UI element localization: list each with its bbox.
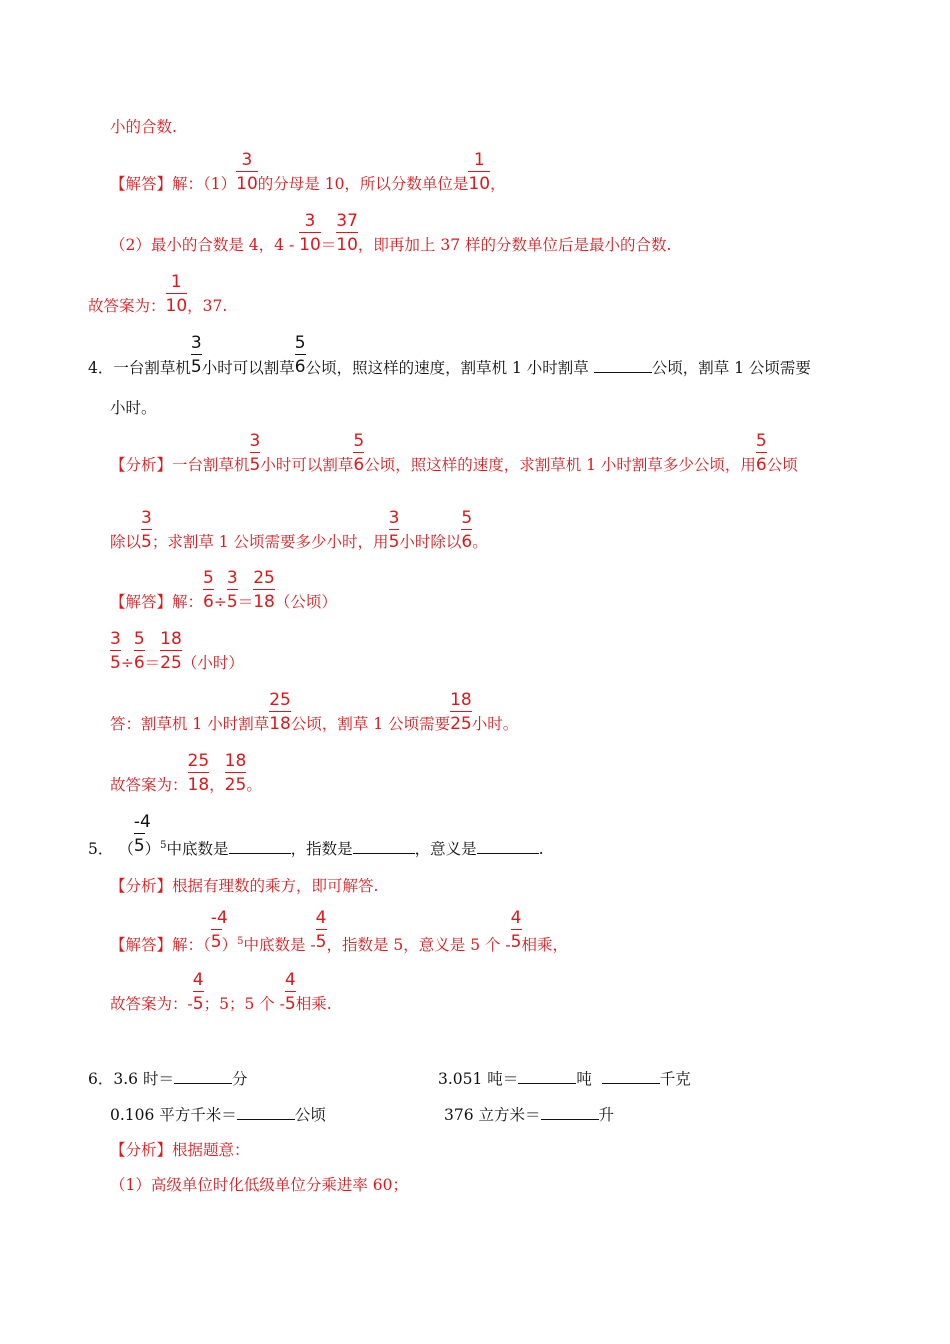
text: 公顷 — [766, 456, 798, 474]
fraction: $\frac{3}{5}$ — [388, 508, 400, 552]
text: ，意义是 — [414, 840, 477, 859]
question-4 — [88, 333, 811, 378]
text: 小时可以割草 — [201, 359, 295, 377]
text: （2）最小的合数是 4，4 - — [110, 236, 295, 254]
period: 。 — [246, 776, 262, 794]
solution-text — [110, 117, 177, 137]
exponent: 5 — [160, 840, 167, 851]
analysis-tag: 【分析】 — [110, 456, 173, 474]
answer-blank[interactable] — [237, 1104, 295, 1120]
text: 吨 — [576, 1070, 592, 1088]
text: 公顷，割草 1 公顷需要 — [651, 359, 811, 377]
fraction: $\frac{25}{18}$ — [187, 751, 210, 795]
text: 解：（ — [172, 936, 211, 955]
text: 小时。 — [110, 399, 157, 417]
question-number: 4． — [88, 359, 114, 377]
text: ，即再加上 37 样的分数单位后是最小的合数. — [357, 236, 672, 254]
fraction: $\frac{1}{10}$ — [165, 272, 188, 316]
text: 3.6 时＝ — [113, 1070, 174, 1088]
text: 。 — [472, 533, 488, 551]
analysis-line — [110, 508, 488, 552]
analysis-line — [110, 876, 378, 896]
answer-blank[interactable] — [353, 838, 415, 854]
fraction: $\frac{4}{5}$ — [510, 908, 522, 952]
answer-line — [110, 751, 262, 795]
fraction: $\frac{-4}{5}$ — [210, 908, 228, 952]
comma: ， — [209, 776, 225, 794]
fraction: $\frac{3}{10}$ — [299, 211, 321, 255]
text: 答：割草机 1 小时割草 — [110, 715, 270, 733]
answer-blank[interactable] — [541, 1104, 599, 1120]
text: 一台割草机 — [172, 456, 250, 474]
solution-line — [110, 211, 672, 255]
text: 升 — [598, 1106, 615, 1124]
question-6-row2-left — [110, 1104, 326, 1125]
text: 相乘. — [295, 995, 332, 1013]
text: 小时。 — [471, 715, 519, 733]
analysis-line — [110, 431, 798, 475]
fraction: $\frac{5}{6}$ — [461, 508, 473, 552]
text: 0.106 平方千米＝ — [110, 1106, 237, 1124]
text: 的分母是 10，所以分数单位是 — [257, 175, 469, 193]
fraction: $\frac{3}{5}$ — [249, 431, 261, 475]
analysis-line — [110, 1140, 250, 1160]
fraction: $\frac{18}{25}$ — [160, 629, 182, 673]
text: 千克 — [659, 1070, 691, 1088]
fraction: $\frac{25}{18}$ — [269, 690, 291, 734]
question-4-cont — [110, 398, 157, 418]
question-number: 5． — [88, 840, 114, 859]
text: . — [538, 840, 544, 859]
solution-line — [110, 629, 244, 673]
solution-line — [110, 908, 569, 955]
analysis-line — [110, 1175, 408, 1195]
analysis-tag: 【分析】 — [110, 1141, 173, 1159]
answer-line — [88, 272, 228, 316]
fraction: $\frac{25}{18}$ — [253, 568, 275, 612]
solution-line — [110, 690, 519, 734]
answer-blank[interactable] — [174, 1068, 232, 1084]
text: 376 立方米＝ — [444, 1106, 541, 1124]
fraction: $\frac{5}{6}$ — [203, 568, 214, 612]
question-6-row2-right — [444, 1104, 614, 1125]
fraction: $\frac{3}{5}$ — [110, 629, 121, 673]
fraction: $\frac{-4}{5}$ — [133, 812, 151, 856]
fraction: $\frac{3}{10}$ — [236, 150, 258, 194]
fraction: $\frac{5}{6}$ — [294, 333, 306, 377]
text: 故答案为： — [88, 297, 166, 315]
text: 除以 — [110, 533, 142, 551]
text: 公顷，割草 1 公顷需要 — [290, 715, 451, 733]
unit: （小时） — [181, 654, 244, 672]
fraction: $\frac{3}{5}$ — [141, 508, 152, 552]
question-6-row1-left — [88, 1068, 247, 1089]
unit: （公顷） — [274, 593, 337, 611]
question-5 — [88, 812, 544, 859]
exponent: 5 — [237, 936, 244, 947]
text: ，37. — [187, 297, 228, 315]
text: 一台割草机 — [113, 359, 191, 377]
text: 公顷，照这样的速度，割草机 1 小时割草 — [305, 359, 589, 377]
text: 小时除以 — [399, 533, 462, 551]
text: 根据题意： — [172, 1141, 250, 1159]
answer-blank[interactable] — [594, 357, 652, 373]
text: 公顷，照这样的速度，求割草机 1 小时割草多少公顷，用 — [364, 456, 756, 474]
fraction: $\frac{5}{6}$ — [353, 431, 365, 475]
fraction: $\frac{1}{10}$ — [468, 150, 491, 194]
equals: ＝ — [237, 593, 254, 611]
answer-blank[interactable] — [477, 838, 539, 854]
text: 相乘， — [521, 936, 569, 955]
fraction: $\frac{5}{6}$ — [755, 431, 767, 475]
analysis-tag: 【分析】 — [110, 877, 173, 895]
text: （1）高级单位时化低级单位分乘进率 60； — [110, 1176, 409, 1194]
answer-tag: 【解答】 — [110, 593, 173, 611]
divide: ÷ — [213, 593, 227, 611]
fraction: $\frac{4}{5}$ — [284, 970, 296, 1014]
solution-line — [110, 150, 506, 194]
text: ，指数是 — [290, 840, 353, 859]
equals: ＝ — [144, 654, 161, 672]
text: 解：（1） — [172, 175, 237, 193]
fraction: $\frac{37}{10}$ — [336, 211, 358, 255]
text: 根据有理数的乘方，即可解答. — [172, 877, 379, 895]
answer-blank[interactable] — [602, 1068, 660, 1084]
paren-open: （ — [118, 840, 134, 859]
text: 解： — [172, 593, 204, 611]
question-6-row1-right — [438, 1068, 691, 1089]
solution-line — [110, 568, 337, 612]
answer-line — [110, 970, 332, 1014]
paren-close: ） — [144, 840, 161, 859]
fraction: $\frac{18}{25}$ — [224, 751, 247, 795]
text: ；求割草 1 公顷需要多少小时，用 — [151, 533, 389, 551]
text: 公顷 — [294, 1106, 326, 1124]
fraction: $\frac{3}{5}$ — [190, 333, 202, 377]
answer-blank[interactable] — [229, 838, 291, 854]
text: 故答案为：- — [110, 995, 193, 1013]
fraction: $\frac{4}{5}$ — [315, 908, 327, 952]
fraction: $\frac{5}{6}$ — [133, 629, 145, 673]
text: 小时可以割草 — [260, 456, 354, 474]
text: 故答案为： — [110, 776, 188, 794]
text: 中底数是 - — [243, 936, 316, 955]
text: 中底数是 — [166, 840, 229, 859]
fraction: $\frac{4}{5}$ — [192, 970, 204, 1014]
text: ，指数是 5，意义是 5 个 - — [326, 936, 511, 955]
answer-tag: 【解答】 — [110, 936, 173, 955]
answer-blank[interactable] — [518, 1068, 576, 1084]
divide: ÷ — [120, 654, 134, 672]
fraction: $\frac{18}{25}$ — [450, 690, 472, 734]
fraction: $\frac{3}{5}$ — [226, 568, 238, 612]
answer-tag: 【解答】 — [110, 175, 173, 193]
text: 分 — [231, 1070, 248, 1088]
text: ；5；5 个 - — [203, 995, 285, 1013]
question-number: 6． — [88, 1070, 114, 1088]
text: ， — [490, 175, 506, 193]
text: 小的合数. — [110, 118, 177, 136]
equals: ＝ — [320, 236, 337, 254]
paren-close: ） — [221, 936, 238, 955]
text: 3.051 吨＝ — [438, 1070, 519, 1088]
